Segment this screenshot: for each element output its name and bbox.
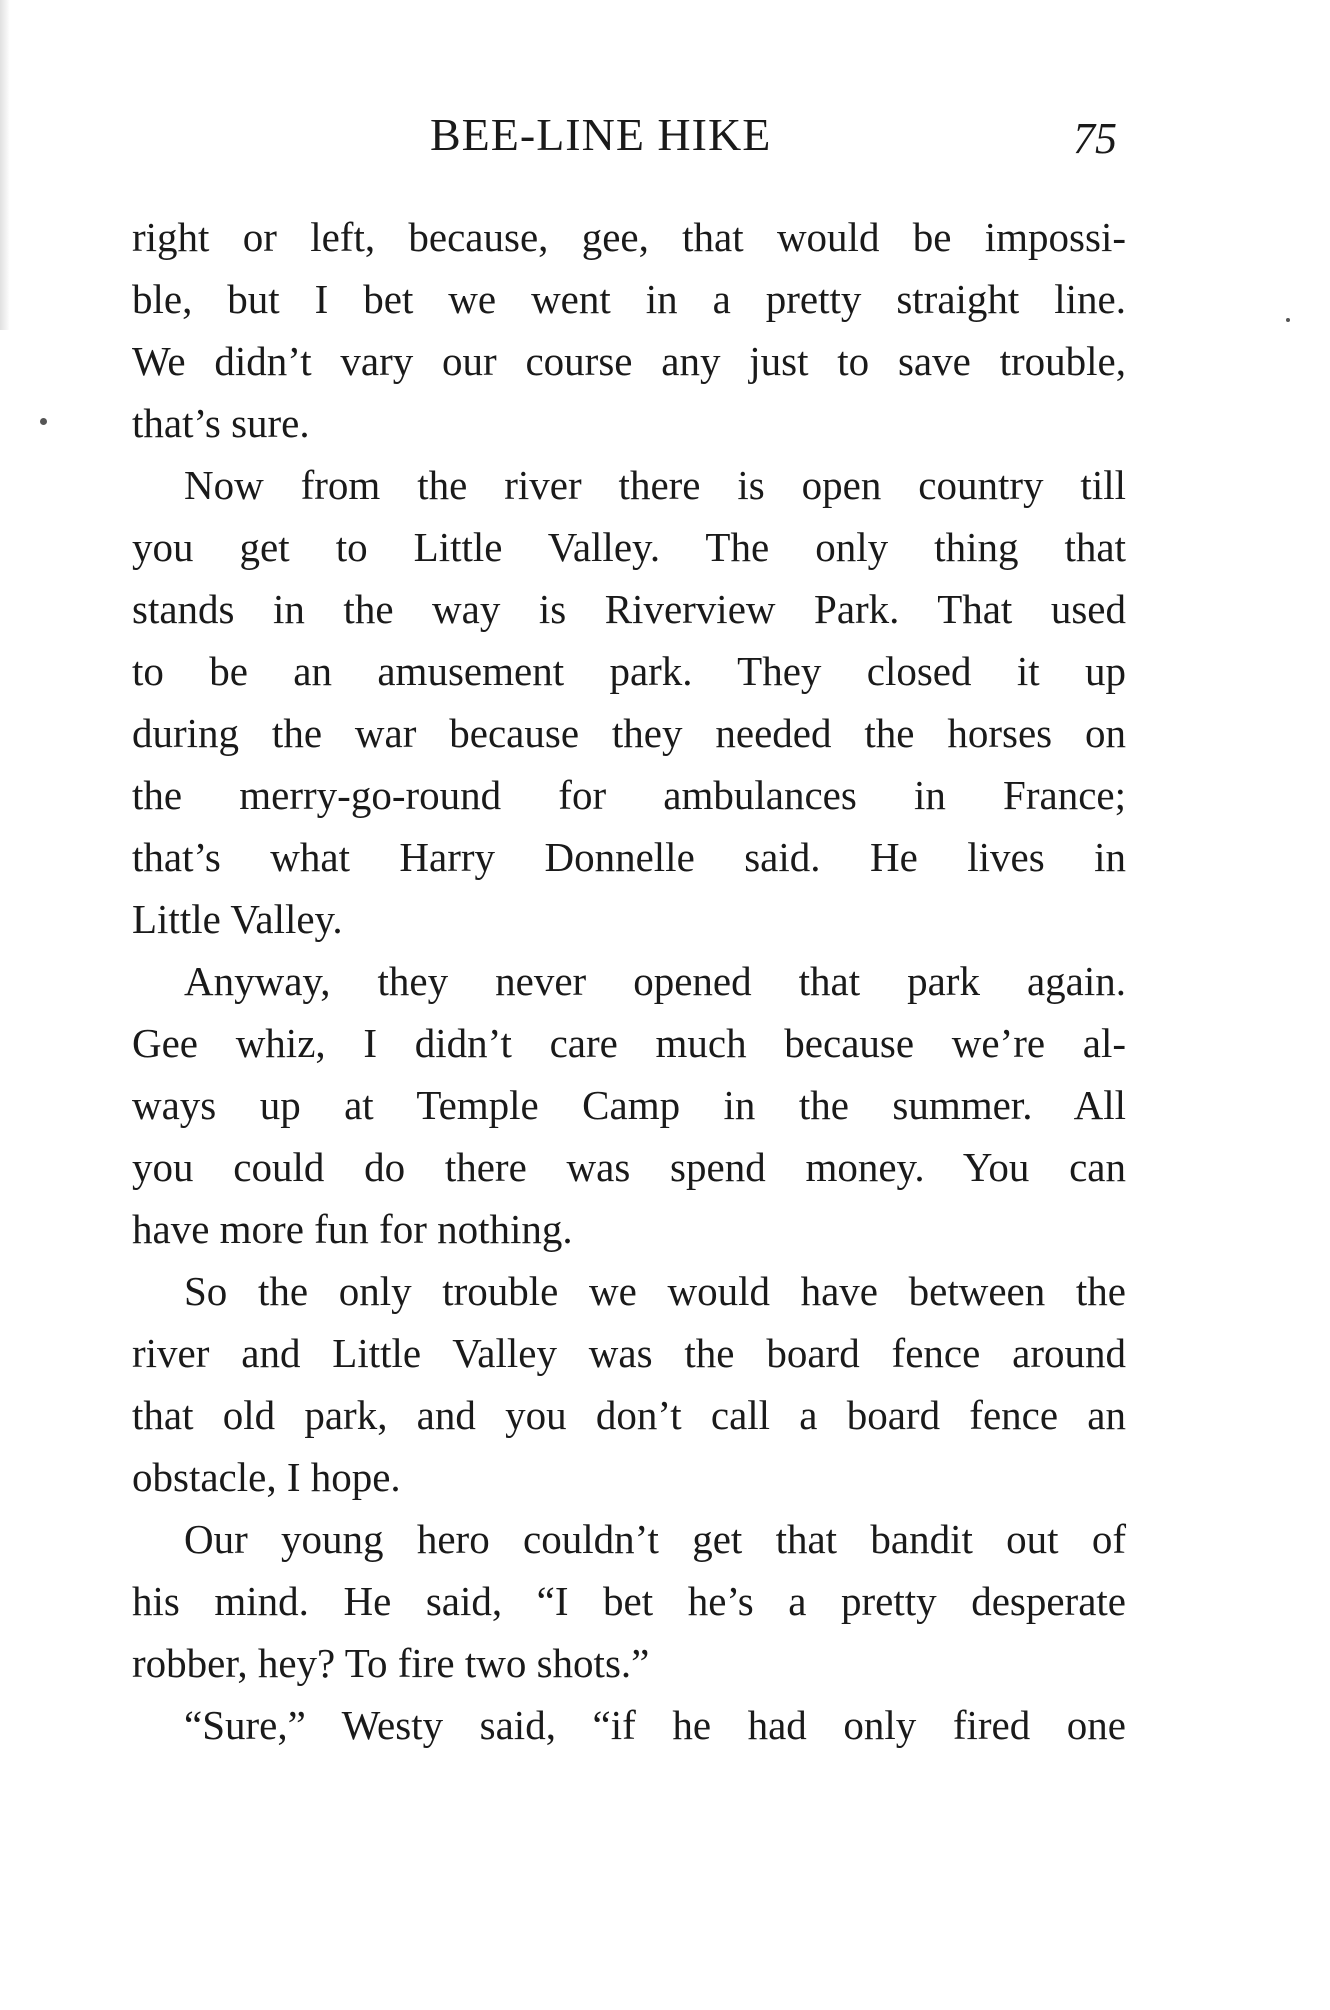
text-line: the merry-go-round for ambulances in France; [132,772,1126,818]
running-head-title: BEE-LINE HIKE [430,109,772,160]
margin-dot [1286,318,1290,322]
text-line: to be an amusement park. They closed it up [132,648,1126,694]
text-line: during the war because they needed the horses on [132,710,1126,756]
text-line: that’s sure. [132,400,310,446]
text-line: Now from the river there is open country till [184,462,1126,508]
page-number: 75 [1073,114,1117,163]
text-line: that old park, and you don’t call a board fence an [132,1392,1126,1438]
text-line: “Sure,” Westy said, “if he had only fired one [184,1702,1126,1748]
text-line: have more fun for nothing. [132,1206,573,1252]
text-line: you could do there was spend money. You can [132,1144,1126,1190]
text-line: you get to Little Valley. The only thing that [132,524,1126,570]
text-line: Anyway, they never opened that park again. [184,958,1126,1004]
text-line: stands in the way is Riverview Park. That used [132,586,1126,632]
text-line: So the only trouble we would have between the [184,1268,1126,1314]
margin-dot [40,418,47,425]
running-head [0,100,1330,170]
text-line: right or left, because, gee, that would be impossi- [132,214,1126,260]
text-line: robber, hey? To fire two shots.” [132,1640,650,1686]
text-line: Our young hero couldn’t get that bandit out of [184,1516,1126,1562]
text-line: ways up at Temple Camp in the summer. All [132,1082,1126,1128]
text-line: his mind. He said, “I bet he’s a pretty desperate [132,1578,1126,1624]
text-line: Little Valley. [132,896,343,942]
text-line: that’s what Harry Donnelle said. He lives in [132,834,1126,880]
text-line: ble, but I bet we went in a pretty straight line. [132,276,1126,322]
text-line: river and Little Valley was the board fence around [132,1330,1126,1376]
text-line: Gee whiz, I didn’t care much because we’re al- [132,1020,1126,1066]
body-text [132,206,1126,1756]
text-line: obstacle, I hope. [132,1454,401,1500]
text-line: We didn’t vary our course any just to save trouble, [132,338,1126,384]
